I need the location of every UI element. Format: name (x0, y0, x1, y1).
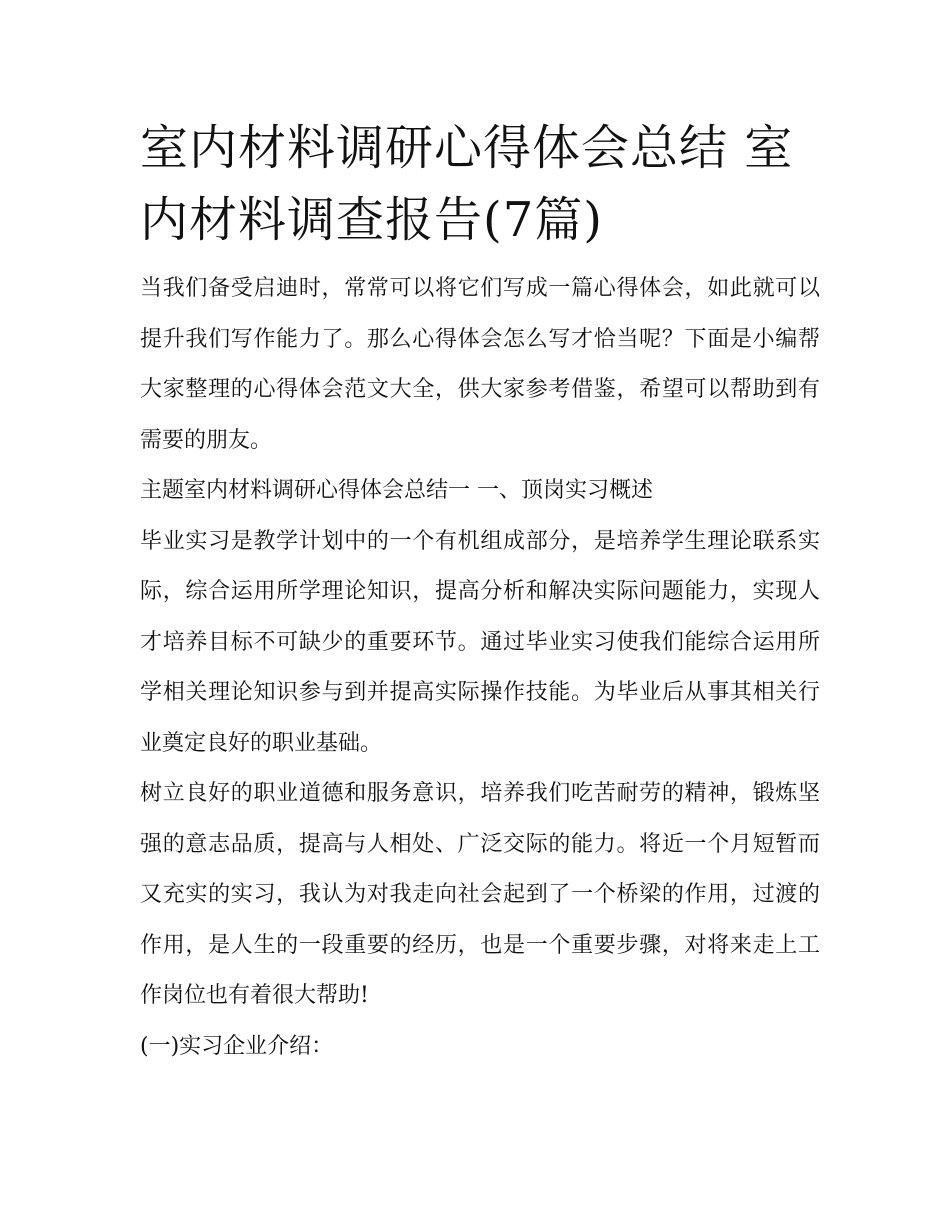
section-heading: 主题室内材料调研心得体会总结一 一、顶岗实习概述 (140, 478, 653, 503)
intro-paragraph: 当我们备受启迪时，常常可以将它们写成一篇心得体会，如此就可以提升我们写作能力了。那么心得体会怎么写才恰当呢？下面是小编帮大家整理的心得体会范文大全，供大家参考借鉴，希望可以帮助到有需要的朋友。 (140, 276, 820, 453)
subsection-heading: (一)实习企业介绍： (140, 1033, 334, 1059)
document-title: 室内材料调研心得体会总结 室内材料调查报告(7篇) (140, 120, 794, 248)
body-paragraph-1: 毕业实习是教学计划中的一个有机组成部分，是培养学生理论联系实际，综合运用所学理论知识，提高分析和解决实际问题能力，实现人才培养目标不可缺少的重要环节。通过毕业实习使我们能综合运用所学相关理论知识参与到并提高实际操作技能。为毕业后从事其相关行业奠定良好的职业基础。 (140, 528, 820, 756)
document-body (140, 112, 820, 1072)
body-paragraph-2: 树立良好的职业道德和服务意识，培养我们吃苦耐劳的精神，锻炼坚强的意志品质，提高与人相处、广泛交际的能力。将近一个月短暂而又充实的实习，我认为对我走向社会起到了一个桥梁的作用，过渡的作用，是人生的一段重要的经历，也是一个重要步骤，对将来走上工作岗位也有着很大帮助! (140, 781, 820, 1008)
